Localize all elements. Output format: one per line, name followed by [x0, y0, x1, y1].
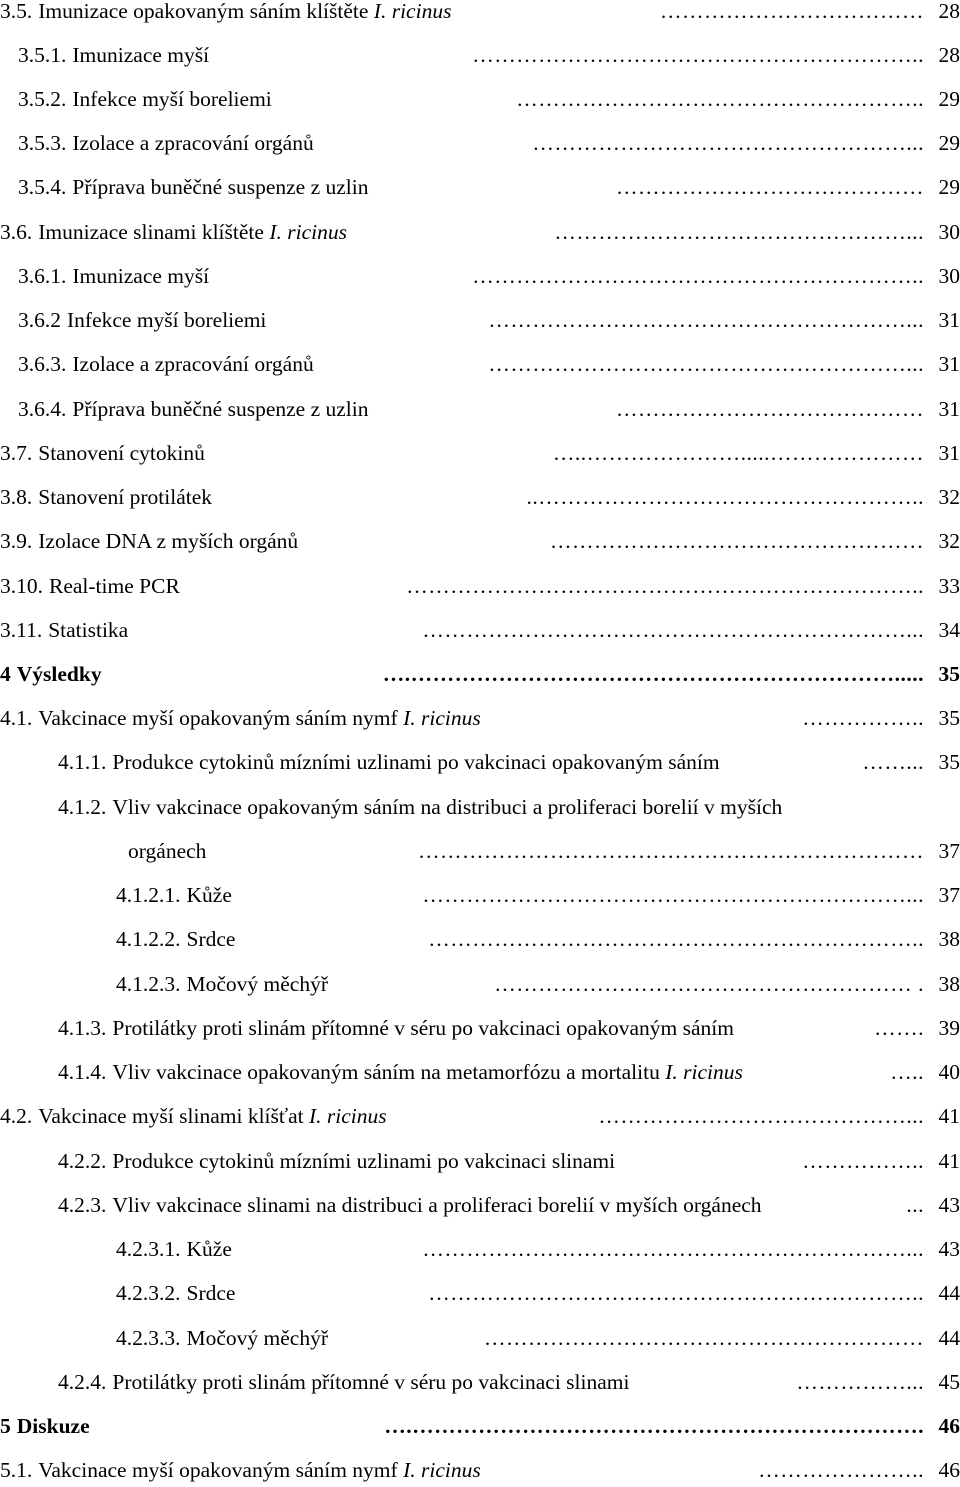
- toc-entry-leader: ……………………………………...: [598, 1104, 924, 1128]
- toc-entry[interactable]: [0, 259, 960, 293]
- toc-entry-label: [58, 1055, 743, 1089]
- toc-entry-page: 37: [938, 839, 960, 863]
- toc-entry-number: 3.6.4.: [18, 397, 67, 421]
- toc-entry-leader: ………………………………………………..: [516, 87, 924, 111]
- toc-entry[interactable]: [0, 303, 960, 337]
- toc-entry-title: Izolace a zpracování orgánů: [72, 352, 314, 376]
- toc-entry-label: [18, 38, 209, 72]
- toc-entry-title: Výsledky: [16, 662, 102, 686]
- toc-entry-number: 4.2.: [0, 1104, 33, 1128]
- toc-entry-label: [18, 259, 209, 293]
- toc-entry-leader: ...: [906, 1193, 924, 1217]
- toc-entry-number: 3.9.: [0, 529, 33, 553]
- toc-entry-page: 38: [938, 927, 960, 951]
- toc-entry-number: 4: [0, 662, 11, 686]
- toc-entry-title: Real-time PCR: [49, 574, 180, 598]
- toc-entry[interactable]: [0, 480, 960, 514]
- toc-entry-title: Stanovení protilátek: [38, 485, 213, 509]
- toc-entry-label: [18, 126, 314, 160]
- toc-entry-number: 4.2.3.3.: [116, 1326, 181, 1350]
- toc-entry-label: [0, 524, 298, 558]
- toc-entry-title: Vliv vakcinace opakovaným sáním na metamorfózu a mortalitu: [112, 1060, 660, 1084]
- toc-entry-label: [58, 1011, 734, 1045]
- toc-entry-page: 35: [938, 662, 960, 686]
- toc-entry-page: 31: [938, 441, 960, 465]
- toc-entry-number: 4.2.4.: [58, 1370, 107, 1394]
- toc-entry-number: 3.8.: [0, 485, 33, 509]
- toc-entry-title: Močový měchýř: [186, 972, 329, 996]
- toc-entry-number: 5.1.: [0, 1458, 33, 1482]
- toc-entry-species: I. ricinus: [308, 1104, 387, 1128]
- toc-entry[interactable]: [0, 1055, 960, 1089]
- toc-entry-number: 3.10.: [0, 574, 43, 598]
- toc-entry-leader: ……………..: [802, 1149, 924, 1173]
- toc-entry-title: Imunizace opakovaným sáním klíštěte: [38, 0, 369, 23]
- toc-entry[interactable]: [0, 1321, 960, 1355]
- toc-entry-label: [0, 657, 102, 691]
- toc-entry-number: 5: [0, 1414, 11, 1438]
- toc-entry[interactable]: [0, 569, 960, 603]
- toc-entry-label: [58, 790, 782, 824]
- toc-entry-label: [0, 0, 451, 28]
- toc-entry-title: Stanovení cytokinů: [38, 441, 205, 465]
- toc-entry-species: I. ricinus: [403, 706, 481, 730]
- toc-entry-label: [0, 480, 212, 514]
- toc-entry-label: [58, 745, 720, 779]
- toc-entry-label: [18, 347, 314, 381]
- toc-entry-species: I. ricinus: [269, 220, 347, 244]
- toc-entry-leader: ……………………………………………………………: [418, 839, 924, 863]
- toc-entry-label: [116, 967, 328, 1001]
- toc-entry-title: Infekce myší boreliemi: [72, 87, 272, 111]
- toc-entry-number: 3.6.1.: [18, 264, 67, 288]
- toc-entry-leader: ..……………………………………………..: [526, 485, 924, 509]
- toc-entry[interactable]: [0, 1276, 960, 1310]
- toc-entry-label: [18, 303, 266, 337]
- toc-entry-page: 41: [938, 1104, 960, 1128]
- toc-entry-page: 35: [938, 750, 960, 774]
- toc-entry-number: 3.5.: [0, 0, 33, 23]
- toc-entry-label: [58, 1144, 615, 1178]
- toc-entry-page: 38: [938, 972, 960, 996]
- toc-entry[interactable]: [0, 82, 960, 116]
- toc-entry-number: 3.6.: [0, 220, 33, 244]
- toc-entry-title: Vakcinace myší opakovaným sáním nymf: [38, 706, 398, 730]
- toc-entry-page: 31: [938, 397, 960, 421]
- toc-entry[interactable]: [0, 878, 960, 912]
- toc-entry-number: 4.1.2.2.: [116, 927, 181, 951]
- toc-entry-label: [18, 392, 368, 426]
- toc-entry-label: [0, 1453, 481, 1487]
- toc-entry-leader: …………………………………………...: [554, 220, 924, 244]
- toc-entry-label: [18, 170, 368, 204]
- toc-entry-title: Protilátky proti slinám přítomné v séru po vakcinaci opakovaným sáním: [112, 1016, 734, 1040]
- toc-entry-title: Imunizace myší: [72, 43, 210, 67]
- toc-entry[interactable]: [0, 1188, 960, 1222]
- toc-entry[interactable]: [0, 613, 960, 647]
- toc-entry-label: [0, 215, 347, 249]
- toc-entry-page: 32: [938, 485, 960, 509]
- toc-entry-title: Příprava buněčné suspenze z uzlin: [72, 175, 369, 199]
- toc-entry-page: 37: [938, 883, 960, 907]
- toc-entry-leader: ……………..: [802, 706, 924, 730]
- toc-entry-label: [116, 1232, 232, 1266]
- toc-entry-leader: ……………………………………………...: [532, 131, 924, 155]
- toc-entry-leader: …..………………….....…………………: [552, 441, 924, 465]
- toc-entry-leader: …………………………………………………...: [488, 352, 924, 376]
- toc-entry-page: 28: [938, 0, 960, 23]
- toc-entry-page: 41: [938, 1149, 960, 1173]
- toc-entry-leader: ……...: [862, 750, 924, 774]
- toc-entry[interactable]: [0, 215, 960, 249]
- toc-entry-title: Vakcinace myší opakovaným sáním nymf: [38, 1458, 398, 1482]
- toc-entry-page: 43: [938, 1237, 960, 1261]
- toc-entry-page: 30: [938, 264, 960, 288]
- toc-entry[interactable]: [0, 790, 960, 824]
- toc-entry-page: 34: [938, 618, 960, 642]
- toc-entry[interactable]: [0, 657, 960, 691]
- toc-entry-page: 40: [938, 1060, 960, 1084]
- toc-entry-page: 31: [938, 308, 960, 332]
- toc-entry-number: 4.2.3.1.: [116, 1237, 181, 1261]
- toc-entry-page: 29: [938, 131, 960, 155]
- toc-entry-number: 3.11.: [0, 618, 43, 642]
- toc-entry-label: [0, 569, 180, 603]
- toc-entry-title: Kůže: [186, 1237, 232, 1261]
- toc-entry[interactable]: [0, 701, 960, 735]
- toc-entry-number: 4.1.3.: [58, 1016, 107, 1040]
- toc-entry-label: [0, 436, 205, 470]
- toc-entry-label: [116, 878, 232, 912]
- toc-entry-number: 3.6.2: [18, 308, 61, 332]
- toc-entry-leader: ……………...: [796, 1370, 924, 1394]
- toc-entry-species: I. ricinus: [665, 1060, 743, 1084]
- toc-entry-page: 29: [938, 175, 960, 199]
- toc-entry[interactable]: [0, 126, 960, 160]
- toc-entry-page: 32: [938, 529, 960, 553]
- toc-entry-title: Příprava buněčné suspenze z uzlin: [72, 397, 369, 421]
- toc-entry-label: [0, 1099, 387, 1133]
- toc-entry[interactable]: [0, 922, 960, 956]
- toc-entry-leader: …………………..: [758, 1458, 924, 1482]
- toc-entry[interactable]: [0, 524, 960, 558]
- toc-entry[interactable]: [0, 436, 960, 470]
- toc-entry-label: [18, 82, 272, 116]
- toc-entry-page: 28: [938, 43, 960, 67]
- toc-entry-leader: …………………………………………………………...: [422, 1237, 924, 1261]
- toc-entry-number: 4.1.2.: [58, 795, 107, 819]
- toc-entry-title: Močový měchýř: [186, 1326, 329, 1350]
- toc-entry-title: Izolace DNA z myších orgánů: [38, 529, 299, 553]
- toc-entry-leader: …………………………………………………………..: [428, 1281, 924, 1305]
- toc-entry-page: 46: [938, 1414, 960, 1438]
- toc-entry-title: Izolace a zpracování orgánů: [72, 131, 314, 155]
- toc-entry-label: [58, 1365, 629, 1399]
- toc-entry-number: 3.6.3.: [18, 352, 67, 376]
- toc-entry-title: Vliv vakcinace opakovaným sáním na distribuci a proliferaci borelií v myších: [112, 795, 783, 819]
- toc-entry-number: 3.5.4.: [18, 175, 67, 199]
- toc-entry-title: Srdce: [186, 1281, 236, 1305]
- toc-entry[interactable]: [0, 347, 960, 381]
- toc-entry-page: 43: [938, 1193, 960, 1217]
- toc-entry-title: Vakcinace myší slinami klíšťat: [38, 1104, 304, 1128]
- toc-entry-leader: ……………………………………………………..: [472, 264, 924, 288]
- toc-entry-page: 39: [938, 1016, 960, 1040]
- toc-entry-page: 30: [938, 220, 960, 244]
- toc-entry-species: I. ricinus: [373, 0, 452, 23]
- toc-entry[interactable]: [0, 1453, 960, 1487]
- toc-entry[interactable]: [0, 1099, 960, 1133]
- toc-entry-number: 3.5.1.: [18, 43, 67, 67]
- toc-entry-leader: …………………………………………………………..: [428, 927, 924, 951]
- toc-entry-number: 4.2.3.: [58, 1193, 107, 1217]
- toc-entry-leader: …………………………………………………………...: [422, 883, 924, 907]
- toc-entry-leader: ………………………………………………… .: [494, 972, 924, 996]
- toc-entry[interactable]: [0, 1365, 960, 1399]
- toc-entry-leader: ….………………………………………………………….....: [382, 662, 924, 686]
- toc-entry-page: 44: [938, 1281, 960, 1305]
- toc-entry-number: 3.5.3.: [18, 131, 67, 155]
- toc-entry-leader: …………………………………………………...: [488, 308, 924, 332]
- toc-entry-number: 4.1.4.: [58, 1060, 107, 1084]
- toc-entry-title: Imunizace myší: [72, 264, 210, 288]
- toc-entry-title: Statistika: [48, 618, 129, 642]
- toc-entry-number: 4.1.1.: [58, 750, 107, 774]
- toc-entry-leader: ……………………………………: [616, 397, 924, 421]
- toc-entry-species: I. ricinus: [403, 1458, 481, 1482]
- toc-entry[interactable]: [0, 1144, 960, 1178]
- toc-entry-title: Produkce cytokinů mízními uzlinami po vakcinaci slinami: [112, 1149, 616, 1173]
- toc-entry-page: 45: [938, 1370, 960, 1394]
- toc-entry-title: Diskuze: [16, 1414, 90, 1438]
- toc-entry-leader: ……………………………………………………………..: [406, 574, 924, 598]
- toc-entry-leader: ……………………………………………: [550, 529, 924, 553]
- toc-entry-leader: …….: [874, 1016, 924, 1040]
- toc-entry-leader: ……………………………………: [616, 175, 924, 199]
- toc-entry-page: 46: [938, 1458, 960, 1482]
- toc-entry-label: [128, 834, 206, 868]
- toc-entry-leader: ….…………………………………………………………….: [384, 1414, 924, 1438]
- toc-entry-title: Vliv vakcinace slinami na distribuci a proliferaci borelií v myších orgánech: [112, 1193, 762, 1217]
- toc-entry-number: 4.2.2.: [58, 1149, 107, 1173]
- toc-entry[interactable]: [0, 834, 960, 868]
- toc-entry-label: [116, 1276, 235, 1310]
- toc-entry-title: orgánech: [128, 839, 207, 863]
- toc-entry-leader: ………………………………: [660, 0, 924, 23]
- toc-entry-leader: ……………………………………………………..: [472, 43, 924, 67]
- toc-entry-label: [0, 1409, 90, 1443]
- toc-entry-title: Kůže: [186, 883, 232, 907]
- toc-entry-number: 3.5.2.: [18, 87, 67, 111]
- toc-entry-number: 3.7.: [0, 441, 33, 465]
- toc-entry-title: Imunizace slinami klíštěte: [38, 220, 264, 244]
- toc-entry-title: Protilátky proti slinám přítomné v séru po vakcinaci slinami: [112, 1370, 630, 1394]
- toc-entry-number: 4.1.2.3.: [116, 972, 181, 996]
- toc-entry-leader: …………………………………………………………...: [422, 618, 924, 642]
- toc-entry-page: 31: [938, 352, 960, 376]
- toc-entry[interactable]: [0, 1232, 960, 1266]
- toc-entry-label: [0, 613, 128, 647]
- toc-entry[interactable]: [0, 392, 960, 426]
- toc-entry[interactable]: [0, 0, 960, 28]
- toc-entry-number: 4.2.3.2.: [116, 1281, 181, 1305]
- toc-entry[interactable]: [0, 38, 960, 72]
- toc-entry-page: 33: [938, 574, 960, 598]
- toc-entry-title: Produkce cytokinů mízními uzlinami po vakcinaci opakovaným sáním: [112, 750, 720, 774]
- toc-entry-label: [0, 701, 481, 735]
- toc-entry-title: Srdce: [186, 927, 236, 951]
- toc-entry-leader: ……………………………………………………: [484, 1326, 924, 1350]
- toc-entry-page: 35: [938, 706, 960, 730]
- toc-entry-number: 4.1.2.1.: [116, 883, 181, 907]
- toc-entry-label: [116, 922, 235, 956]
- toc-entry-leader: …..: [890, 1060, 924, 1084]
- toc-entry-page: 44: [938, 1326, 960, 1350]
- toc-entry-title: Infekce myší boreliemi: [67, 308, 267, 332]
- toc-entry-label: [116, 1321, 328, 1355]
- toc-entry-label: [58, 1188, 762, 1222]
- toc-entry[interactable]: [0, 745, 960, 779]
- toc-entry-page: 29: [938, 87, 960, 111]
- toc-entry[interactable]: [0, 170, 960, 204]
- toc-entry[interactable]: [0, 1011, 960, 1045]
- toc-entry[interactable]: [0, 1409, 960, 1443]
- toc-entry[interactable]: [0, 967, 960, 1001]
- toc-entry-number: 4.1.: [0, 706, 33, 730]
